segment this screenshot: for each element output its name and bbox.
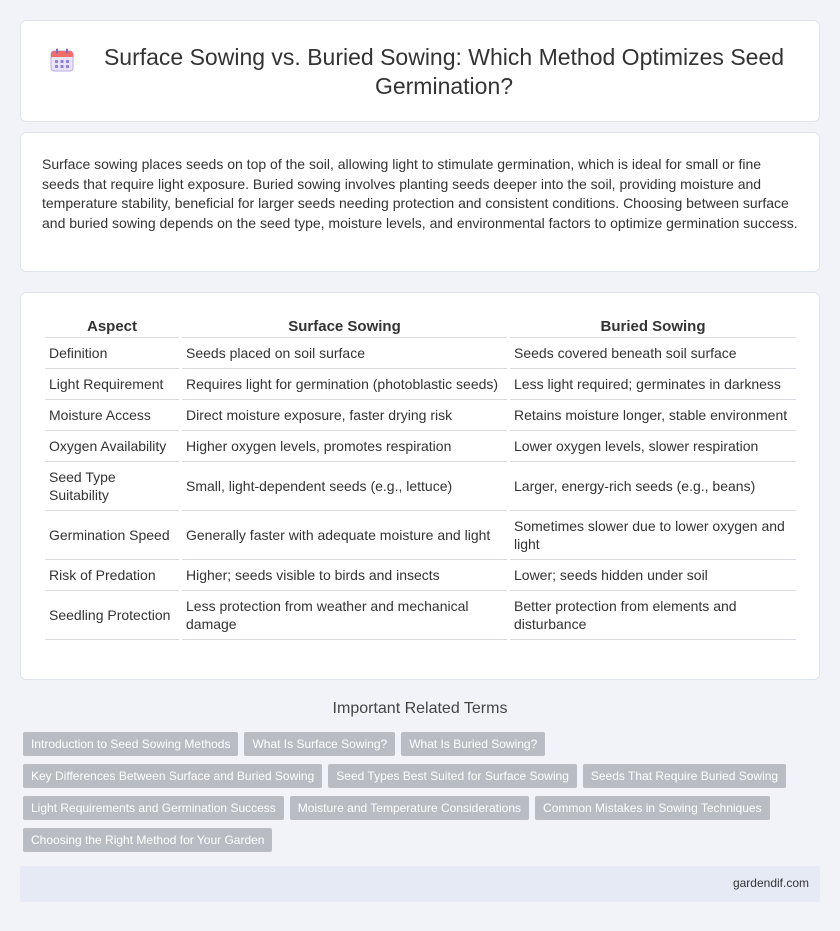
comparison-table-card: [20, 292, 820, 680]
cell-aspect: Definition: [45, 338, 179, 369]
related-term-tag[interactable]: Seed Types Best Suited for Surface Sowing: [328, 764, 577, 788]
related-terms-title: Important Related Terms: [332, 700, 508, 717]
table-row: [45, 462, 796, 511]
cell-aspect: Seed Type Suitability: [45, 462, 179, 511]
table-row: [45, 591, 796, 640]
header-buried-sowing: Buried Sowing: [510, 315, 796, 338]
cell-surface: Small, light-dependent seeds (e.g., lettuce): [182, 462, 507, 511]
cell-surface: Less protection from weather and mechanical damage: [182, 591, 507, 640]
comparison-table: [42, 315, 799, 640]
cell-aspect: Light Requirement: [45, 369, 179, 400]
cell-buried: Lower oxygen levels, slower respiration: [510, 431, 796, 462]
related-terms-tags: [23, 732, 823, 860]
cell-aspect: Seedling Protection: [45, 591, 179, 640]
intro-card: [20, 132, 820, 272]
header-surface-sowing: Surface Sowing: [182, 315, 507, 338]
cell-buried: Lower; seeds hidden under soil: [510, 560, 796, 591]
related-term-tag[interactable]: Introduction to Seed Sowing Methods: [23, 732, 238, 756]
cell-buried: Better protection from elements and disturbance: [510, 591, 796, 640]
page-title-wrap: [21, 43, 819, 101]
cell-aspect: Risk of Predation: [45, 560, 179, 591]
cell-aspect: Oxygen Availability: [45, 431, 179, 462]
cell-surface: Direct moisture exposure, faster drying risk: [182, 400, 507, 431]
cell-buried: Seeds covered beneath soil surface: [510, 338, 796, 369]
table-row: [45, 338, 796, 369]
cell-buried: Retains moisture longer, stable environment: [510, 400, 796, 431]
table-row: [45, 369, 796, 400]
related-term-tag[interactable]: Moisture and Temperature Considerations: [290, 796, 529, 820]
related-term-tag[interactable]: Light Requirements and Germination Success: [23, 796, 284, 820]
footer: [20, 866, 820, 902]
table-header-row: [45, 315, 796, 338]
table-row: [45, 400, 796, 431]
tag-row: [23, 764, 823, 788]
cell-surface: Requires light for germination (photoblastic seeds): [182, 369, 507, 400]
cell-buried: Larger, energy-rich seeds (e.g., beans): [510, 462, 796, 511]
title-card: [20, 20, 820, 122]
cell-aspect: Germination Speed: [45, 511, 179, 560]
related-term-tag[interactable]: Common Mistakes in Sowing Techniques: [535, 796, 770, 820]
table-row: [45, 511, 796, 560]
cell-buried: Less light required; germinates in darkness: [510, 369, 796, 400]
tag-row: [23, 828, 823, 852]
related-term-tag[interactable]: What Is Surface Sowing?: [244, 732, 395, 756]
related-term-tag[interactable]: Seeds That Require Buried Sowing: [583, 764, 786, 788]
related-term-tag[interactable]: What Is Buried Sowing?: [401, 732, 545, 756]
table-row: [45, 560, 796, 591]
related-term-tag[interactable]: Key Differences Between Surface and Buried Sowing: [23, 764, 322, 788]
related-term-tag[interactable]: Choosing the Right Method for Your Garden: [23, 828, 272, 852]
cell-surface: Seeds placed on soil surface: [182, 338, 507, 369]
page-title: Surface Sowing vs. Buried Sowing: Which Method Optimizes Seed Germination?: [103, 44, 785, 99]
cell-aspect: Moisture Access: [45, 400, 179, 431]
cell-buried: Sometimes slower due to lower oxygen and light: [510, 511, 796, 560]
cell-surface: Higher oxygen levels, promotes respiration: [182, 431, 507, 462]
intro-paragraph: Surface sowing places seeds on top of the soil, allowing light to stimulate germination, which is ideal for small or fine seeds that require light exposure. Buried sowing involves planting seeds deeper into the soil, providing moisture and temperature stability, beneficial for larger seeds needing protection and consistent conditions. Choosing between surface and buried sowing depends on the seed type, moisture levels, and environmental factors to optimize germination success.: [42, 156, 798, 231]
footer-site-name: gardendif.com: [732, 876, 809, 890]
table-row: [45, 431, 796, 462]
cell-surface: Higher; seeds visible to birds and insects: [182, 560, 507, 591]
tag-row: [23, 796, 823, 820]
header-aspect: Aspect: [45, 315, 179, 338]
tag-row: [23, 732, 823, 756]
cell-surface: Generally faster with adequate moisture and light: [182, 511, 507, 560]
